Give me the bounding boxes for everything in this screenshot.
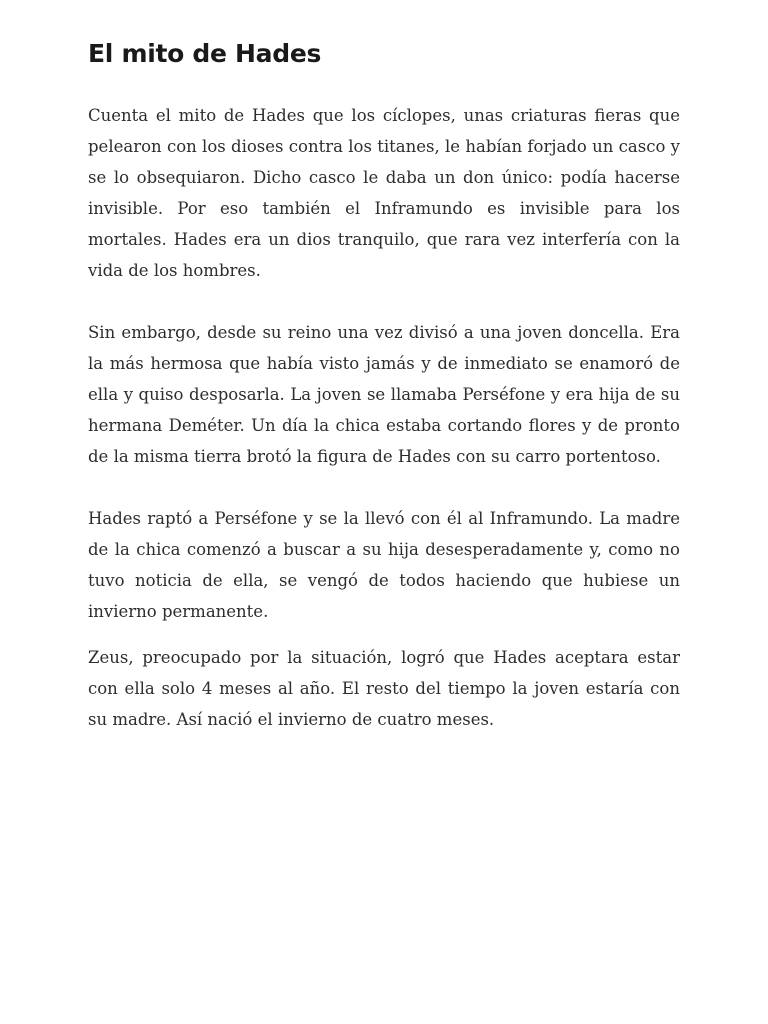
document-title: El mito de Hades bbox=[88, 39, 322, 68]
paragraph-2: Sin embargo, desde su reino una vez divisó a una joven doncella. Era la más hermosa que había visto jamás y de inmediato se enamoró de ella y quiso desposarla. La joven se llamaba Perséfone y era hija de su hermana Deméter. Un día la chica estaba cortando flores y de pronto de la misma tierra brotó la figura de Hades con su carro portentoso. bbox=[88, 323, 680, 466]
paragraph-4: Zeus, preocupado por la situación, logró que Hades aceptara estar con ella solo 4 meses al año. El resto del tiempo la joven estaría con su madre. Así nació el invierno de cuatro meses. bbox=[88, 648, 680, 729]
paragraph-spacer bbox=[88, 472, 680, 503]
document-page bbox=[88, 30, 680, 735]
paragraph-spacer bbox=[88, 627, 680, 642]
paragraph-1: Cuenta el mito de Hades que los cíclopes, unas criaturas fieras que pelearon con los dioses contra los titanes, le habían forjado un casco y se lo obsequiaron. Dicho casco le daba un don único: podía hacerse invisible. Por eso también el Inframundo es invisible para los mortales. Hades era un dios tranquilo, que rara vez interfería con la vida de los hombres. bbox=[88, 106, 680, 280]
paragraph-3: Hades raptó a Perséfone y se la llevó con él al Inframundo. La madre de la chica comenzó a buscar a su hija desesperadamente y, como no tuvo noticia de ella, se vengó de todos haciendo que hubiese un invierno permanente. bbox=[88, 509, 680, 621]
paragraph-spacer bbox=[88, 286, 680, 317]
